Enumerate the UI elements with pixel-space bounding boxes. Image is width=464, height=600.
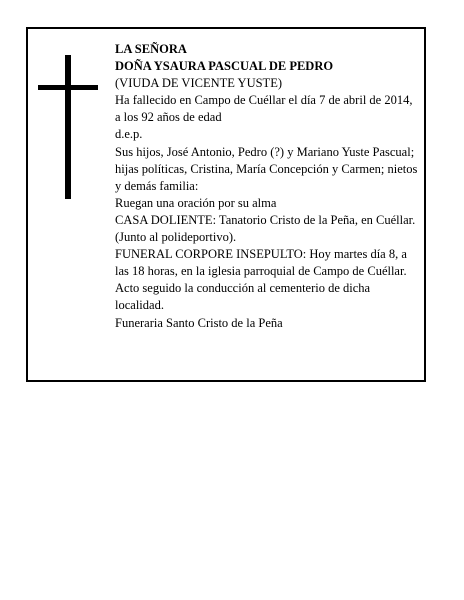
widow-line: (VIUDA DE VICENTE YUSTE) bbox=[115, 76, 282, 91]
cross-vertical-bar bbox=[65, 55, 71, 199]
mourning-house: CASA DOLIENTE: Tanatorio Cristo de la Peña, en Cuéllar. (Junto al polideportivo). bbox=[115, 212, 416, 245]
latin-cross-icon bbox=[38, 55, 98, 199]
prayer-request: Ruegan una oración por su alma bbox=[115, 195, 277, 210]
family-line: Sus hijos, José Antonio, Pedro (?) y Mariano Yuste Pascual; hijas políticas, Cristina, María Concepción y Carmen; nietos y demás familia: bbox=[115, 144, 418, 193]
rip-line: d.e.p. bbox=[115, 127, 143, 142]
notice-title-line-1: LA SEÑORA bbox=[115, 42, 187, 56]
funeral-home: Funeraria Santo Cristo de la Peña bbox=[115, 315, 283, 330]
notice-text bbox=[115, 41, 420, 332]
obituary-notice bbox=[26, 27, 426, 382]
cross-horizontal-bar bbox=[38, 85, 98, 90]
funeral-details: FUNERAL CORPORE INSEPULTO: Hoy martes día 8, a las 18 horas, en la iglesia parroquial de Campo de Cuéllar. Acto seguido la conducción al cementerio de dicha localidad. bbox=[115, 247, 407, 313]
death-announcement: Ha fallecido en Campo de Cuéllar el día 7 de abril de 2014, a los 92 años de edad bbox=[115, 93, 413, 125]
deceased-name: DOÑA YSAURA PASCUAL DE PEDRO bbox=[115, 59, 334, 74]
